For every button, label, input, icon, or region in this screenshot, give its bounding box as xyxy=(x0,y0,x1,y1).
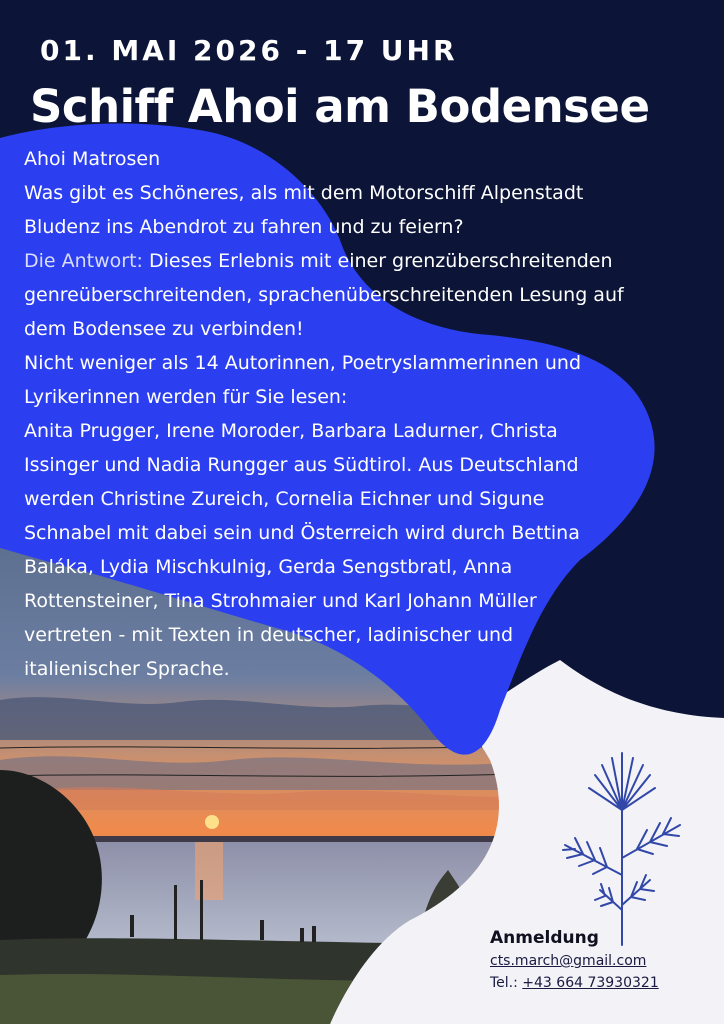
answer-label: Die Antwort: xyxy=(24,250,149,272)
registration-contact xyxy=(490,926,659,994)
email-link[interactable]: cts.march@gmail.com xyxy=(490,953,647,969)
authors-line: italienischer Sprache. xyxy=(24,658,230,680)
pine-branch-icon xyxy=(555,750,690,950)
greeting-line: Ahoi Matrosen xyxy=(24,148,161,170)
description-line: Lyrikerinnen werden für Sie lesen: xyxy=(24,386,348,408)
description-line: dem Bodensee zu verbinden! xyxy=(24,318,304,340)
authors-line: Anita Prugger, Irene Moroder, Barbara Ladurner, Christa xyxy=(24,420,558,442)
authors-line: werden Christine Zureich, Cornelia Eichner und Sigune xyxy=(24,488,545,510)
answer-text: Dieses Erlebnis mit einer grenzüberschreitenden xyxy=(149,250,613,272)
authors-line: Schnabel mit dabei sein und Österreich wird durch Bettina xyxy=(24,522,580,544)
description-line: Was gibt es Schöneres, als mit dem Motorschiff Alpenstadt xyxy=(24,182,584,204)
phone-line xyxy=(490,975,659,991)
authors-line: vertreten - mit Texten in deutscher, ladinischer und xyxy=(24,624,514,646)
description-line xyxy=(24,244,704,278)
phone-link[interactable]: +43 664 73930321 xyxy=(522,975,659,991)
authors-line: Rottensteiner, Tina Strohmaier und Karl Johann Müller xyxy=(24,590,537,612)
event-description xyxy=(24,142,704,686)
description-line: Nicht weniger als 14 Autorinnen, Poetryslammerinnen und xyxy=(24,352,582,374)
authors-line: Baláka, Lydia Mischkulnig, Gerda Sengstbratl, Anna xyxy=(24,556,513,578)
authors-line: Issinger und Nadia Rungger aus Südtirol. Aus Deutschland xyxy=(24,454,579,476)
event-title: Schiff Ahoi am Bodensee xyxy=(30,80,650,133)
description-line: genreüberschreitenden, sprachenüberschreitenden Lesung auf xyxy=(24,284,624,306)
phone-prefix: Tel.: xyxy=(490,975,523,991)
description-line: Bludenz ins Abendrot zu fahren und zu feiern? xyxy=(24,216,464,238)
event-date: 01. MAI 2026 - 17 UHR xyxy=(40,34,458,67)
registration-label: Anmeldung xyxy=(490,928,599,948)
